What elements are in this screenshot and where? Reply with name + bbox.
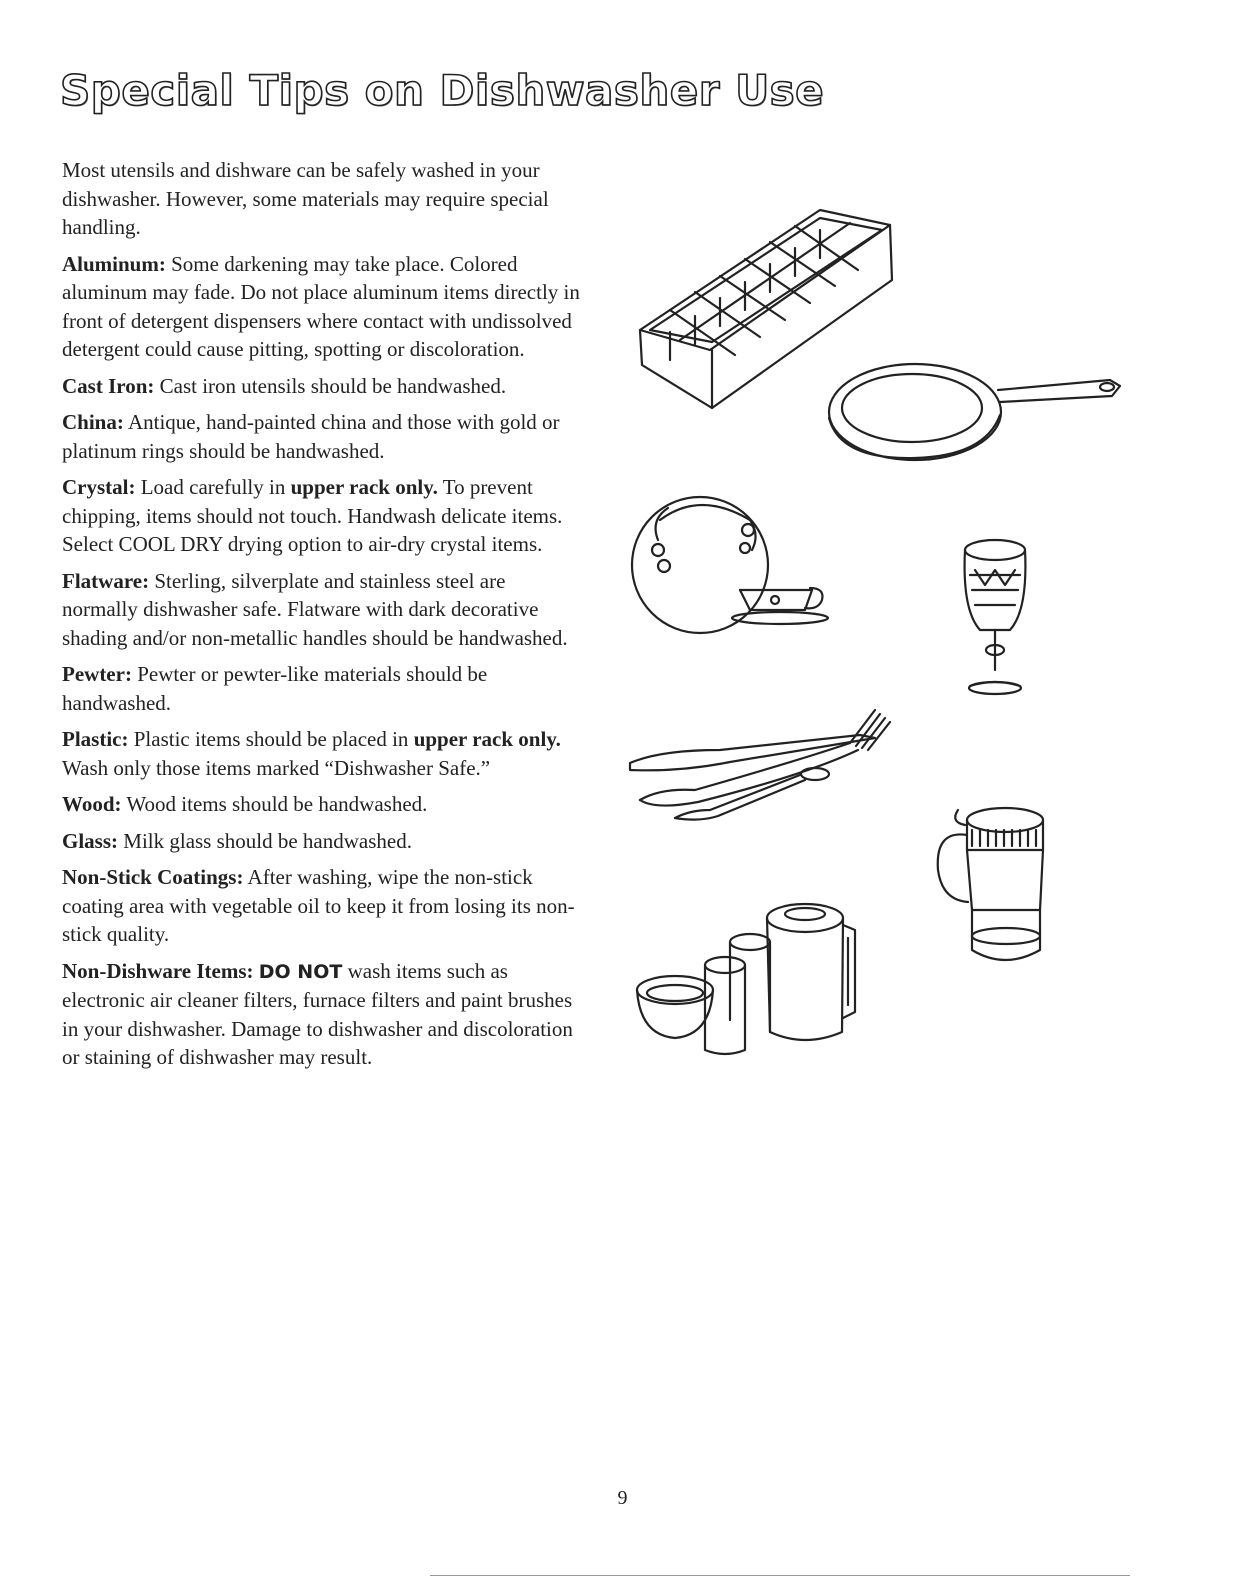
- tip-crystal: [62, 473, 582, 559]
- tip-flatware: [62, 567, 582, 653]
- dishware-illustrations: [600, 190, 1140, 1060]
- tip-emphasis: DO NOT: [258, 960, 343, 983]
- tip-plastic: [62, 725, 582, 782]
- tip-text: Wood items should be handwashed.: [126, 792, 428, 816]
- footer-divider: [430, 1575, 1130, 1576]
- tip-text: Milk glass should be handwashed.: [123, 828, 412, 853]
- tip-label: Pewter:: [62, 662, 132, 686]
- tip-non-stick: [62, 863, 582, 949]
- tip-pewter: [62, 660, 582, 717]
- tip-aluminum: [62, 250, 582, 364]
- tip-text: Cast iron utensils should be handwashed.: [159, 373, 507, 398]
- tip-text: Some darkening may take place. Colored aluminum may fade. Do not place aluminum items directly in front of detergent dispensers where contact with undissolved detergent could cause pitting, spotting or discoloration.: [62, 251, 580, 361]
- tip-label: Non-Stick Coatings:: [62, 865, 244, 889]
- tip-label: Plastic:: [62, 727, 129, 751]
- tip-text: wash items such as electronic air cleaner filters, furnace filters and paint brushes in your dishwasher. Damage to dishwasher and discoloration or staining of dishwasher may result.: [62, 958, 573, 1069]
- tip-china: [62, 408, 582, 465]
- tip-emphasis: upper rack only.: [290, 475, 438, 499]
- tip-text: Load carefully in: [140, 475, 286, 499]
- tip-glass: [62, 827, 582, 856]
- flatware-icon: [630, 710, 890, 820]
- tip-non-dishware: [62, 957, 582, 1072]
- tip-text: Wash only those items marked “Dishwasher Safe.”: [62, 755, 491, 780]
- tip-label: Glass:: [62, 828, 119, 853]
- tip-label: Flatware:: [62, 568, 150, 593]
- tip-label: Aluminum:: [62, 251, 166, 276]
- page-title: Special Tips on Dishwasher Use: [60, 66, 825, 115]
- tip-cast-iron: [62, 372, 582, 401]
- crystal-goblet-icon: [965, 540, 1026, 694]
- intro-paragraph: Most utensils and dishware can be safely washed in your dishwasher. However, some materials may require special handling.: [62, 158, 549, 239]
- coffee-pot-icon: [938, 808, 1043, 960]
- pitcher-set-icon: [637, 904, 855, 1054]
- tip-label: Crystal:: [62, 475, 136, 499]
- cup-saucer-icon: [732, 588, 828, 624]
- tip-label: Wood:: [62, 792, 122, 816]
- page-number: 9: [617, 1487, 628, 1509]
- tip-text: Sterling, silverplate and stainless steel are normally dishwasher safe. Flatware with dark decorative shading and/or non-metallic handles should be handwashed.: [62, 568, 568, 650]
- tip-text: Pewter or pewter-like materials should be handwashed.: [62, 662, 488, 715]
- tip-text: Plastic items should be placed in: [133, 727, 409, 751]
- tip-label: Non-Dishware Items:: [62, 958, 254, 983]
- tip-text: After washing, wipe the non-stick coating area with vegetable oil to keep it from losing its non-stick quality.: [62, 865, 575, 946]
- tip-label: China:: [62, 410, 124, 434]
- tips-column: [62, 156, 582, 1080]
- tip-wood: [62, 790, 582, 819]
- tip-text: To prevent chipping, items should not touch. Handwash delicate items. Select COOL DRY drying option to air-dry crystal items.: [62, 475, 563, 556]
- tip-emphasis: upper rack only.: [413, 727, 561, 751]
- tip-text: Antique, hand-painted china and those with gold or platinum rings should be handwashed.: [62, 410, 560, 463]
- frying-pan-icon: [829, 364, 1120, 460]
- tip-label: Cast Iron:: [62, 373, 155, 398]
